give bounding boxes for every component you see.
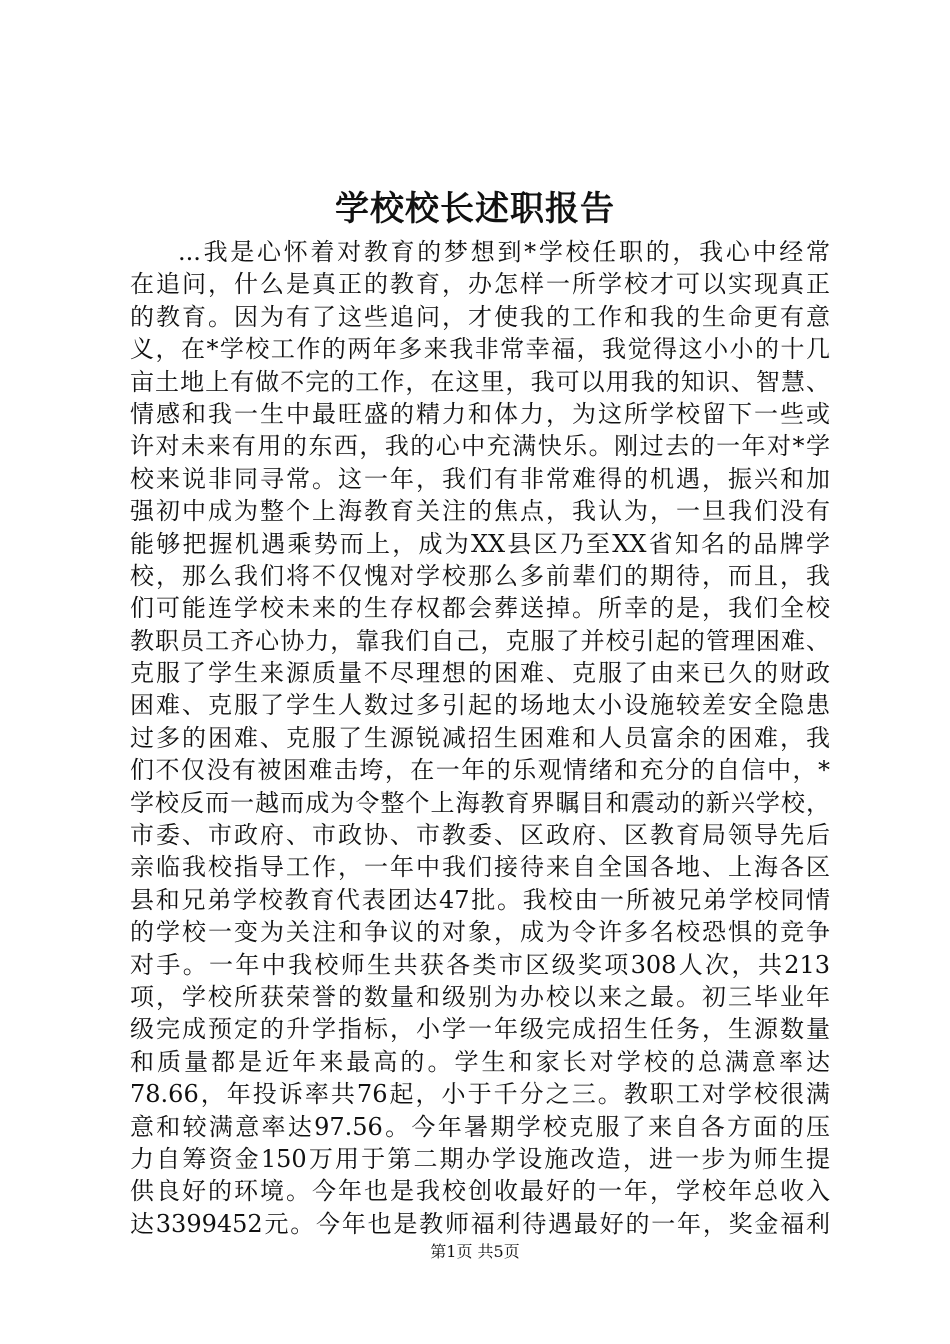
- body-line: 供良好的环境。今年也是我校创收最好的一年，学校年总收入: [130, 1177, 830, 1206]
- page-number-footer: 第1页 共5页: [430, 1242, 520, 1261]
- body-line: 能够把握机遇乘势而上，成为XX县区乃至XX省知名的品牌学: [130, 529, 830, 558]
- body-line: 教职员工齐心协力，靠我们自己，克服了并校引起的管理困难、: [130, 626, 830, 655]
- body-line: 项，学校所获荣誉的数量和级别为办校以来之最。初三毕业年: [130, 982, 830, 1011]
- body-line: 许对未来有用的东西，我的心中充满快乐。刚过去的一年对*学: [130, 432, 830, 461]
- body-line: 级完成预定的升学指标，小学一年级完成招生任务，生源数量: [130, 1015, 830, 1044]
- body-line: 困难、克服了学生人数过多引起的场地太小设施较差安全隐患: [130, 691, 830, 720]
- body-line: 县和兄弟学校教育代表团达47批。我校由一所被兄弟学校同情: [130, 885, 830, 914]
- body-line: 亲临我校指导工作，一年中我们接待来自全国各地、上海各区: [130, 853, 830, 882]
- body-line: 情感和我一生中最旺盛的精力和体力，为这所学校留下一些或: [130, 399, 830, 428]
- body-line: 意和较满意率达97.56。今年暑期学校克服了来自各方面的压: [130, 1112, 830, 1141]
- body-line: 校，那么我们将不仅愧对学校那么多前辈们的期待，而且，我: [130, 561, 830, 590]
- body-line: 对手。一年中我校师生共获各类市区级奖项308人次，共213: [130, 950, 830, 979]
- document-body: [130, 236, 830, 1240]
- body-line: 克服了学生来源质量不尽理想的困难、克服了由来已久的财政: [130, 659, 830, 688]
- body-line: 在追问，什么是真正的教育，办怎样一所学校才可以实现真正: [130, 270, 830, 299]
- body-line: 们可能连学校未来的生存权都会葬送掉。所幸的是，我们全校: [130, 594, 830, 623]
- body-line: 义，在*学校工作的两年多来我非常幸福，我觉得这小小的十几: [130, 335, 830, 364]
- body-line: 达3399452元。今年也是教师福利待遇最好的一年，奖金福利: [130, 1209, 830, 1238]
- body-line: 校来说非同寻常。这一年，我们有非常难得的机遇，振兴和加: [130, 464, 830, 493]
- body-line: 78.66，年投诉率共76起，小于千分之三。教职工对学校很满: [130, 1080, 830, 1109]
- body-line: 强初中成为整个上海教育关注的焦点，我认为，一旦我们没有: [130, 497, 830, 526]
- body-line: 们不仅没有被困难击垮，在一年的乐观情绪和充分的自信中，*: [130, 756, 830, 785]
- body-line: 学校反而一越而成为令整个上海教育界瞩目和震动的新兴学校，: [130, 788, 830, 817]
- body-line: ...我是心怀着对教育的梦想到*学校任职的，我心中经常: [178, 238, 830, 266]
- body-line: 亩土地上有做不完的工作，在这里，我可以用我的知识、智慧、: [130, 367, 830, 396]
- body-line: 市委、市政府、市政协、市教委、区政府、区教育局领导先后: [130, 821, 830, 850]
- document-title: 学校校长述职报告: [335, 189, 615, 229]
- body-line: 的教育。因为有了这些追问，才使我的工作和我的生命更有意: [130, 302, 830, 331]
- body-line: 的学校一变为关注和争议的对象，成为令许多名校恐惧的竞争: [130, 918, 830, 947]
- body-line: 力自筹资金150万用于第二期办学设施改造，进一步为师生提: [130, 1144, 830, 1173]
- body-line: 和质量都是近年来最高的。学生和家长对学校的总满意率达: [130, 1047, 830, 1076]
- body-line: 过多的困难、克服了生源锐减招生困难和人员富余的困难，我: [130, 723, 830, 752]
